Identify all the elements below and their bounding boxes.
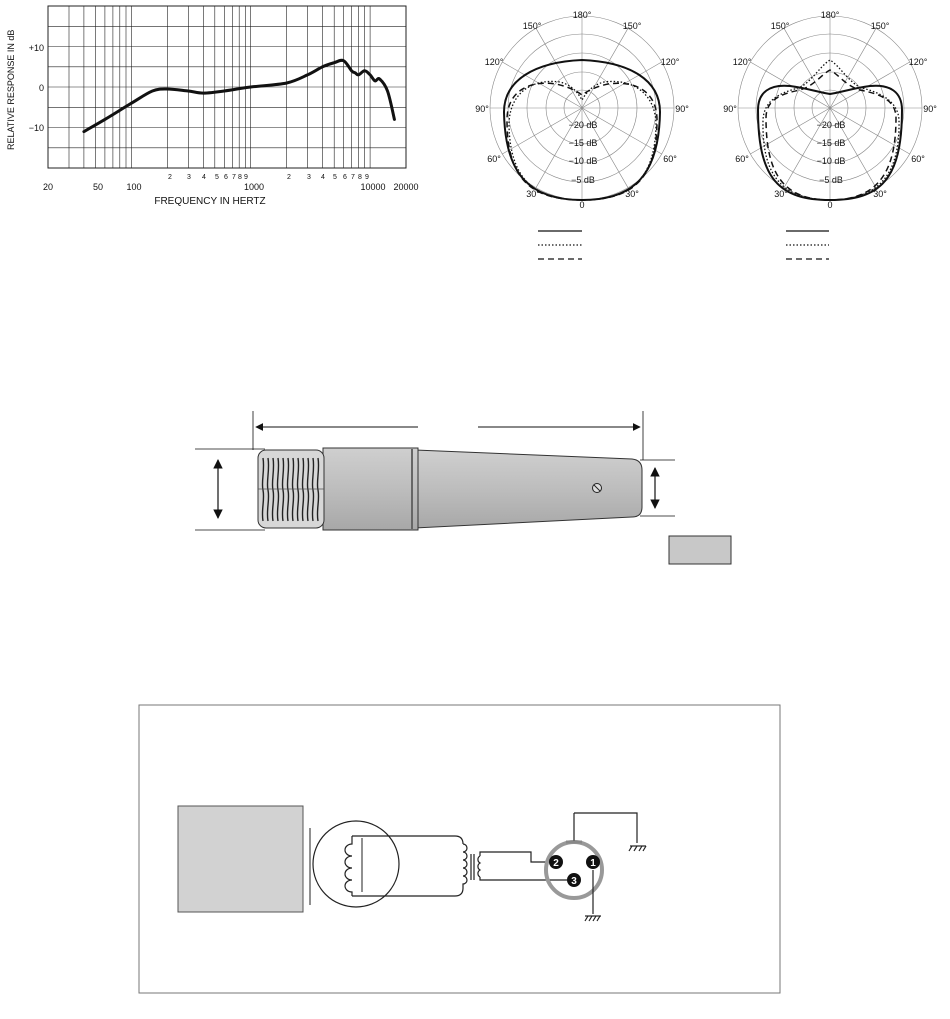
microphone-handle [415, 450, 642, 528]
cartridge-block [178, 806, 303, 912]
polar-label-0: 0 [579, 200, 585, 210]
x-tick: 20 [42, 182, 54, 192]
polar-label-30-right: 30° [873, 189, 887, 199]
polar-label-60-left: 60° [487, 154, 501, 164]
x-tick: 50 [92, 182, 104, 192]
legend-right [786, 231, 829, 259]
polar-label-150-left: 150° [770, 21, 790, 31]
x-tick: 3 [307, 174, 311, 181]
polar-label-60-right: 60° [911, 154, 925, 164]
ground-icon [585, 916, 601, 921]
ring-label: −15 dB [816, 138, 846, 148]
polar-label-120-right: 120° [660, 57, 680, 67]
x-tick: 4 [321, 174, 325, 181]
ring-label: −5 dB [819, 175, 843, 185]
lead-bottom [352, 888, 463, 896]
x-tick: 8 [238, 174, 242, 181]
x-tick-labels [43, 174, 419, 192]
ground-icon [629, 846, 646, 851]
x-tick: 9 [244, 174, 248, 181]
x-tick: 2 [168, 174, 172, 181]
transformer-primary [463, 844, 467, 888]
pin-3-label: 3 [571, 876, 577, 887]
polar-label-30-right: 30° [625, 189, 639, 199]
transformer-secondary [478, 856, 480, 877]
microphone-dimension-drawing [195, 411, 731, 564]
polar-label-60-right: 60° [663, 154, 677, 164]
x-tick: 7 [232, 174, 236, 181]
polar-label-120-right: 120° [908, 57, 928, 67]
polar-label-90-left: 90° [475, 104, 489, 114]
polar-label-150-right: 150° [622, 21, 642, 31]
polar-label-60-left: 60° [735, 154, 749, 164]
wiring-schematic [139, 705, 780, 993]
polar-label-120-left: 120° [484, 57, 504, 67]
pin-1-label: 1 [590, 858, 596, 869]
polar-label-120-left: 120° [732, 57, 752, 67]
ring-label: −15 dB [568, 138, 598, 148]
polar-label-30-left: 30° [526, 189, 540, 199]
x-tick: 1000 [243, 182, 265, 192]
legend-left [538, 231, 582, 259]
x-tick: 5 [333, 174, 337, 181]
x-tick: 4 [202, 174, 206, 181]
x-tick: 2 [287, 174, 291, 181]
polar-label-30-left: 30° [774, 189, 788, 199]
polar-label-top: 180° [820, 10, 840, 20]
element-circle [313, 821, 399, 907]
ring-label: −10 dB [816, 156, 846, 166]
x-axis-label: FREQUENCY IN HERTZ [154, 196, 266, 207]
ring-label: −5 dB [571, 175, 595, 185]
y-axis-label: RELATIVE RESPONSE IN dB [6, 29, 16, 150]
x-tick: 20000 [393, 182, 419, 192]
pin-2-label: 2 [553, 858, 559, 869]
dimension-note-box [669, 536, 731, 564]
x-tick: 5 [215, 174, 219, 181]
x-tick: 10000 [360, 182, 386, 192]
polar-label-150-right: 150° [870, 21, 890, 31]
x-tick: 8 [358, 174, 362, 181]
ring-label: −20 dB [568, 120, 598, 130]
microphone-collar [323, 448, 418, 530]
ring-label: −10 dB [568, 156, 598, 166]
polar-label-150-left: 150° [522, 21, 542, 31]
shield-wire [574, 813, 637, 843]
polar-label-top: 180° [572, 10, 592, 20]
lead-top [352, 836, 463, 844]
polar-label-90-right: 90° [923, 104, 937, 114]
y-tick-minus10: −10 [28, 123, 44, 133]
coil-primary [345, 836, 352, 896]
wire-pin2 [480, 852, 548, 862]
polar-pattern-right [723, 10, 937, 259]
wire-pin3 [480, 877, 567, 880]
x-tick: 100 [126, 182, 142, 192]
ring-label: −20 dB [816, 120, 846, 130]
x-tick: 7 [351, 174, 355, 181]
x-tick: 9 [365, 174, 369, 181]
x-tick: 6 [224, 174, 228, 181]
frequency-response-chart [6, 6, 419, 207]
polar-label-0: 0 [827, 200, 833, 210]
x-tick: 3 [187, 174, 191, 181]
polar-label-90-left: 90° [723, 104, 737, 114]
chart-grid [48, 6, 406, 168]
x-tick: 6 [343, 174, 347, 181]
y-tick-0: 0 [38, 83, 44, 93]
polar-label-90-right: 90° [675, 104, 689, 114]
y-tick-plus10: +10 [28, 43, 44, 53]
polar-pattern-left [475, 10, 689, 259]
